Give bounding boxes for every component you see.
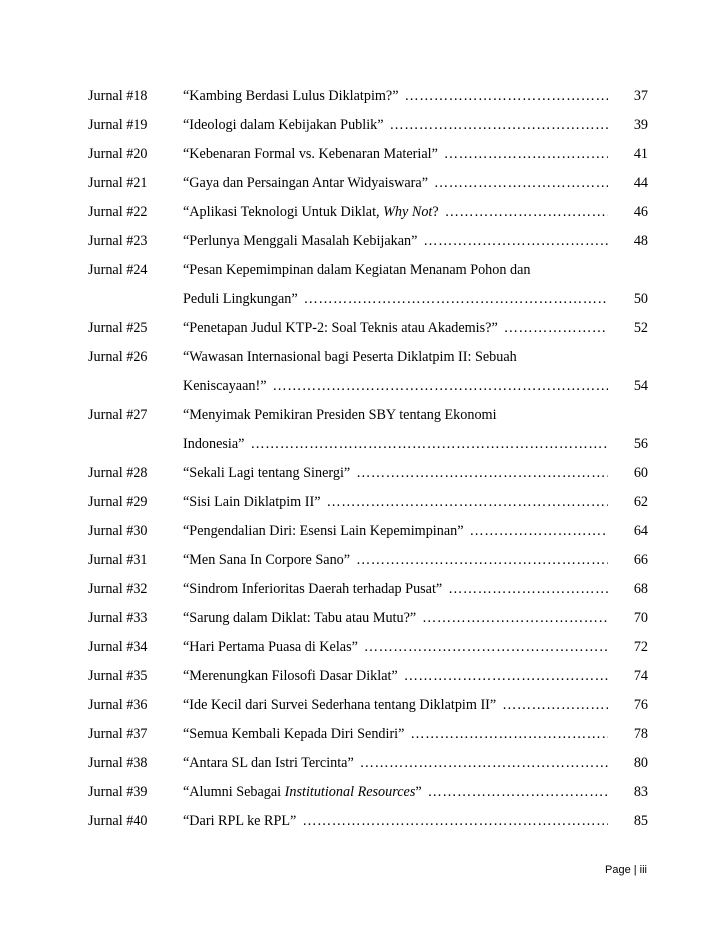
- entry-title: [183, 256, 648, 314]
- dot-leader: [350, 546, 608, 575]
- entry-page-number: 60: [633, 465, 648, 481]
- entry-title-line: “Men Sana In Corpore Sano”: [183, 552, 351, 568]
- entry-number: Jurnal #35: [88, 668, 148, 684]
- dot-leader: [244, 430, 608, 459]
- dot-leader: [296, 807, 608, 836]
- toc-entry: [88, 691, 648, 720]
- toc-entry: [88, 111, 648, 140]
- toc-entry: [88, 749, 648, 778]
- entry-number: Jurnal #22: [88, 204, 148, 220]
- entry-title: [183, 778, 648, 807]
- entry-number: Jurnal #37: [88, 726, 148, 742]
- entry-title: [183, 546, 648, 575]
- entry-title-line: “Sekali Lagi tentang Sinergi”: [183, 465, 351, 481]
- entry-title: [183, 198, 648, 227]
- entry-page-number: 85: [633, 813, 648, 829]
- entry-title: [183, 82, 648, 111]
- entry-number: Jurnal #24: [88, 262, 148, 278]
- entry-number: Jurnal #27: [88, 407, 148, 423]
- entry-page-number: 74: [633, 668, 648, 684]
- entry-title: [183, 459, 648, 488]
- entry-title-line: “Wawasan Internasional bagi Peserta Diklatpim II: Sebuah: [183, 349, 517, 365]
- entry-number: Jurnal #36: [88, 697, 148, 713]
- entry-title: [183, 662, 648, 691]
- entry-title-line: “Sindrom Inferioritas Daerah terhadap Pusat”: [183, 581, 443, 597]
- entry-title-line: Indonesia”: [183, 436, 245, 452]
- dot-leader: [464, 517, 608, 546]
- entry-title: [183, 488, 648, 517]
- dot-leader: [358, 633, 608, 662]
- entry-number: Jurnal #23: [88, 233, 148, 249]
- dot-leader: [417, 227, 608, 256]
- dot-leader: [321, 488, 608, 517]
- entry-number: Jurnal #18: [88, 88, 148, 104]
- toc-entry: [88, 401, 648, 459]
- entry-title-line: Keniscayaan!”: [183, 378, 267, 394]
- entry-title-line: “Penetapan Judul KTP-2: Soal Teknis atau Akademis?”: [183, 320, 498, 336]
- entry-title-line: “Pesan Kepemimpinan dalam Kegiatan Menanam Pohon dan: [183, 262, 531, 278]
- toc-entry: [88, 488, 648, 517]
- entry-number: Jurnal #20: [88, 146, 148, 162]
- toc-entry: [88, 633, 648, 662]
- dot-leader: [399, 82, 608, 111]
- entry-title: [183, 575, 648, 604]
- entry-title: [183, 314, 648, 343]
- entry-number: Jurnal #32: [88, 581, 148, 597]
- toc-entry: [88, 546, 648, 575]
- entry-title: [183, 517, 648, 546]
- toc-entry: [88, 807, 648, 836]
- entry-title-line: “Ide Kecil dari Survei Sederhana tentang Diklatpim II”: [183, 697, 497, 713]
- entry-title-line: “Aplikasi Teknologi Untuk Diklat, Why Not?: [183, 204, 439, 220]
- toc-entry: [88, 169, 648, 198]
- entry-page-number: 52: [633, 320, 648, 336]
- dot-leader: [267, 372, 609, 401]
- entry-page-number: 66: [633, 552, 648, 568]
- entry-title-line: Peduli Lingkungan”: [183, 291, 298, 307]
- dot-leader: [298, 285, 608, 314]
- entry-title-line: “Kebenaran Formal vs. Kebenaran Material”: [183, 146, 438, 162]
- toc-entry: [88, 459, 648, 488]
- dot-leader: [416, 604, 608, 633]
- dot-leader: [354, 749, 608, 778]
- entry-number: Jurnal #25: [88, 320, 148, 336]
- entry-page-number: 50: [633, 291, 648, 307]
- entry-page-number: 41: [633, 146, 648, 162]
- toc-entry: [88, 227, 648, 256]
- entry-title: [183, 720, 648, 749]
- entry-title: [183, 169, 648, 198]
- entry-title-line: “Antara SL dan Istri Tercinta”: [183, 755, 354, 771]
- dot-leader: [428, 169, 608, 198]
- entry-page-number: 56: [633, 436, 648, 452]
- toc-entry: [88, 314, 648, 343]
- entry-title-line: “Merenungkan Filosofi Dasar Diklat”: [183, 668, 398, 684]
- entry-title: [183, 604, 648, 633]
- entry-title: [183, 140, 648, 169]
- entry-page-number: 76: [633, 697, 648, 713]
- entry-page-number: 39: [633, 117, 648, 133]
- dot-leader: [422, 778, 608, 807]
- entry-page-number: 54: [633, 378, 648, 394]
- entry-title-line: “Dari RPL ke RPL”: [183, 813, 297, 829]
- entry-number: Jurnal #31: [88, 552, 148, 568]
- dot-leader: [398, 662, 608, 691]
- toc-entry: [88, 517, 648, 546]
- toc-entry: [88, 575, 648, 604]
- entry-page-number: 46: [633, 204, 648, 220]
- entry-number: Jurnal #40: [88, 813, 148, 829]
- entry-page-number: 72: [633, 639, 648, 655]
- entry-title: [183, 343, 648, 401]
- entry-title: [183, 807, 648, 836]
- entry-title-line: “Semua Kembali Kepada Diri Sendiri”: [183, 726, 405, 742]
- entry-title: [183, 111, 648, 140]
- dot-leader: [496, 691, 608, 720]
- entry-number: Jurnal #26: [88, 349, 148, 365]
- entry-title-line: “Pengendalian Diri: Esensi Lain Kepemimpinan”: [183, 523, 464, 539]
- entry-title-line: “Gaya dan Persaingan Antar Widyaiswara”: [183, 175, 428, 191]
- dot-leader: [350, 459, 608, 488]
- toc-entry: [88, 720, 648, 749]
- entry-page-number: 44: [633, 175, 648, 191]
- entry-page-number: 37: [633, 88, 648, 104]
- toc-entry: [88, 778, 648, 807]
- entry-title-line: “Alumni Sebagai Institutional Resources”: [183, 784, 422, 800]
- entry-title: [183, 691, 648, 720]
- dot-leader: [404, 720, 608, 749]
- entry-title-line: “Ideologi dalam Kebijakan Publik”: [183, 117, 384, 133]
- entry-title: [183, 633, 648, 662]
- entry-title-line: “Kambing Berdasi Lulus Diklatpim?”: [183, 88, 399, 104]
- entry-page-number: 48: [633, 233, 648, 249]
- entry-number: Jurnal #28: [88, 465, 148, 481]
- toc-entry: [88, 343, 648, 401]
- entry-page-number: 68: [633, 581, 648, 597]
- table-of-contents: [88, 82, 648, 836]
- toc-entry: [88, 604, 648, 633]
- dot-leader: [438, 140, 608, 169]
- dot-leader: [498, 314, 608, 343]
- toc-entry: [88, 662, 648, 691]
- entry-number: Jurnal #30: [88, 523, 148, 539]
- toc-entry: [88, 82, 648, 111]
- entry-number: Jurnal #33: [88, 610, 148, 626]
- entry-number: Jurnal #29: [88, 494, 148, 510]
- entry-title-line: “Perlunya Menggali Masalah Kebijakan”: [183, 233, 418, 249]
- entry-number: Jurnal #38: [88, 755, 148, 771]
- entry-page-number: 70: [633, 610, 648, 626]
- entry-page-number: 83: [633, 784, 648, 800]
- entry-number: Jurnal #39: [88, 784, 148, 800]
- entry-page-number: 80: [633, 755, 648, 771]
- entry-page-number: 78: [633, 726, 648, 742]
- entry-title: [183, 401, 648, 459]
- entry-title-line: “Hari Pertama Puasa di Kelas”: [183, 639, 358, 655]
- toc-entry: [88, 198, 648, 227]
- entry-title: [183, 227, 648, 256]
- entry-title: [183, 749, 648, 778]
- entry-title-line: “Sarung dalam Diklat: Tabu atau Mutu?”: [183, 610, 417, 626]
- entry-page-number: 62: [633, 494, 648, 510]
- entry-title-line: “Menyimak Pemikiran Presiden SBY tentang Ekonomi: [183, 407, 497, 423]
- entry-number: Jurnal #19: [88, 117, 148, 133]
- dot-leader: [439, 198, 608, 227]
- toc-entry: [88, 140, 648, 169]
- entry-title-line: “Sisi Lain Diklatpim II”: [183, 494, 321, 510]
- entry-number: Jurnal #21: [88, 175, 148, 191]
- dot-leader: [384, 111, 608, 140]
- dot-leader: [442, 575, 608, 604]
- page-number-footer: Page | iii: [605, 864, 647, 876]
- toc-entry: [88, 256, 648, 314]
- entry-number: Jurnal #34: [88, 639, 148, 655]
- entry-page-number: 64: [633, 523, 648, 539]
